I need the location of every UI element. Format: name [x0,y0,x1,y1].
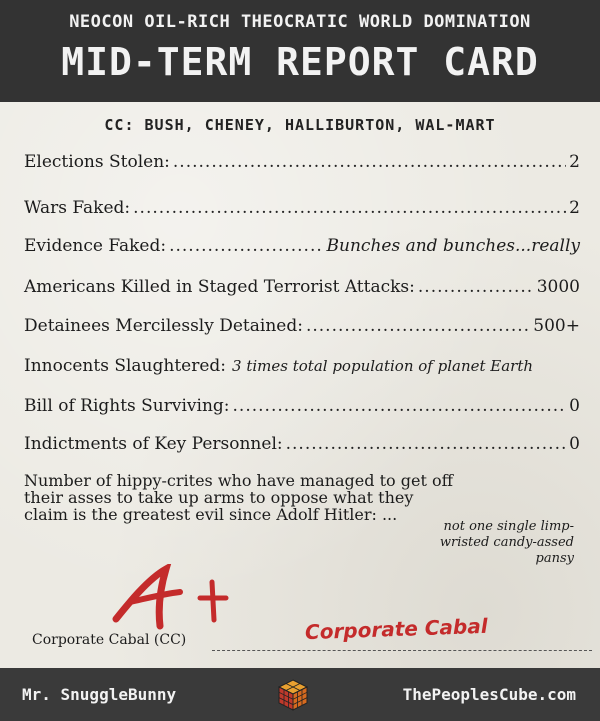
dot-leader [233,396,567,416]
item-value: Bunches and bunches...really [326,236,580,256]
page-title: MID-TERM REPORT CARD [61,40,539,84]
paper-card [0,102,600,668]
item-label: Bill of Rights Surviving: [24,396,230,416]
item-value: 0 [569,434,580,454]
item-label: Wars Faked: [24,198,131,218]
item-value: 500+ [533,316,580,336]
signature-label: Corporate Cabal (CC) [32,632,187,648]
item-indictments [24,434,580,454]
item-label: Indictments of Key Personnel: [24,434,283,454]
grade-a-plus-mark [108,564,248,634]
dot-leader [306,316,530,336]
item-label: Innocents Slaughtered: [24,356,227,376]
signature-line [212,650,592,651]
footer-site: ThePeoplesCube.com [402,685,576,704]
signature-name: Corporate Cabal [304,613,489,645]
dot-leader [418,277,534,297]
dot-leader [173,152,566,172]
item-label: Americans Killed in Staged Terrorist Attacks: [24,277,415,297]
footer [0,668,600,721]
footer-author: Mr. SnuggleBunny [22,685,177,704]
header [0,0,600,102]
item-innocents-slaughtered [24,356,580,376]
item-value: 2 [569,198,580,218]
item-label: Evidence Faked: [24,236,167,256]
header-top-line: NEOCON OIL-RICH THEOCRATIC WORLD DOMINATION [69,12,531,32]
item-label: Elections Stolen: [24,152,170,172]
rubiks-cube-icon [276,678,310,712]
item-value: 3000 [536,277,580,297]
item-evidence-faked [24,236,580,256]
dot-leader [169,236,323,256]
item-wars-faked [24,198,580,218]
item-value: 3 times total population of planet Earth [232,357,534,375]
item-detainees [24,316,580,336]
item-bill-of-rights [24,396,580,416]
item-americans-killed [24,277,580,297]
item-value: 0 [569,396,580,416]
cc-line: CC: BUSH, CHENEY, HALLIBURTON, WAL-MART [104,116,496,134]
item-label: Detainees Mercilessly Detained: [24,316,303,336]
dot-leader [133,198,566,218]
hippy-paragraph: Number of hippy-crites who have managed to get off their asses to take up arms to oppose what they claim is the greatest evil since Adolf Hitler: ... [24,471,453,524]
item-value: 2 [569,152,580,172]
item-elections-stolen [24,152,580,172]
hippy-answer: not one single limp-wristed candy-assed pansy [439,519,574,566]
dot-leader [286,434,567,454]
